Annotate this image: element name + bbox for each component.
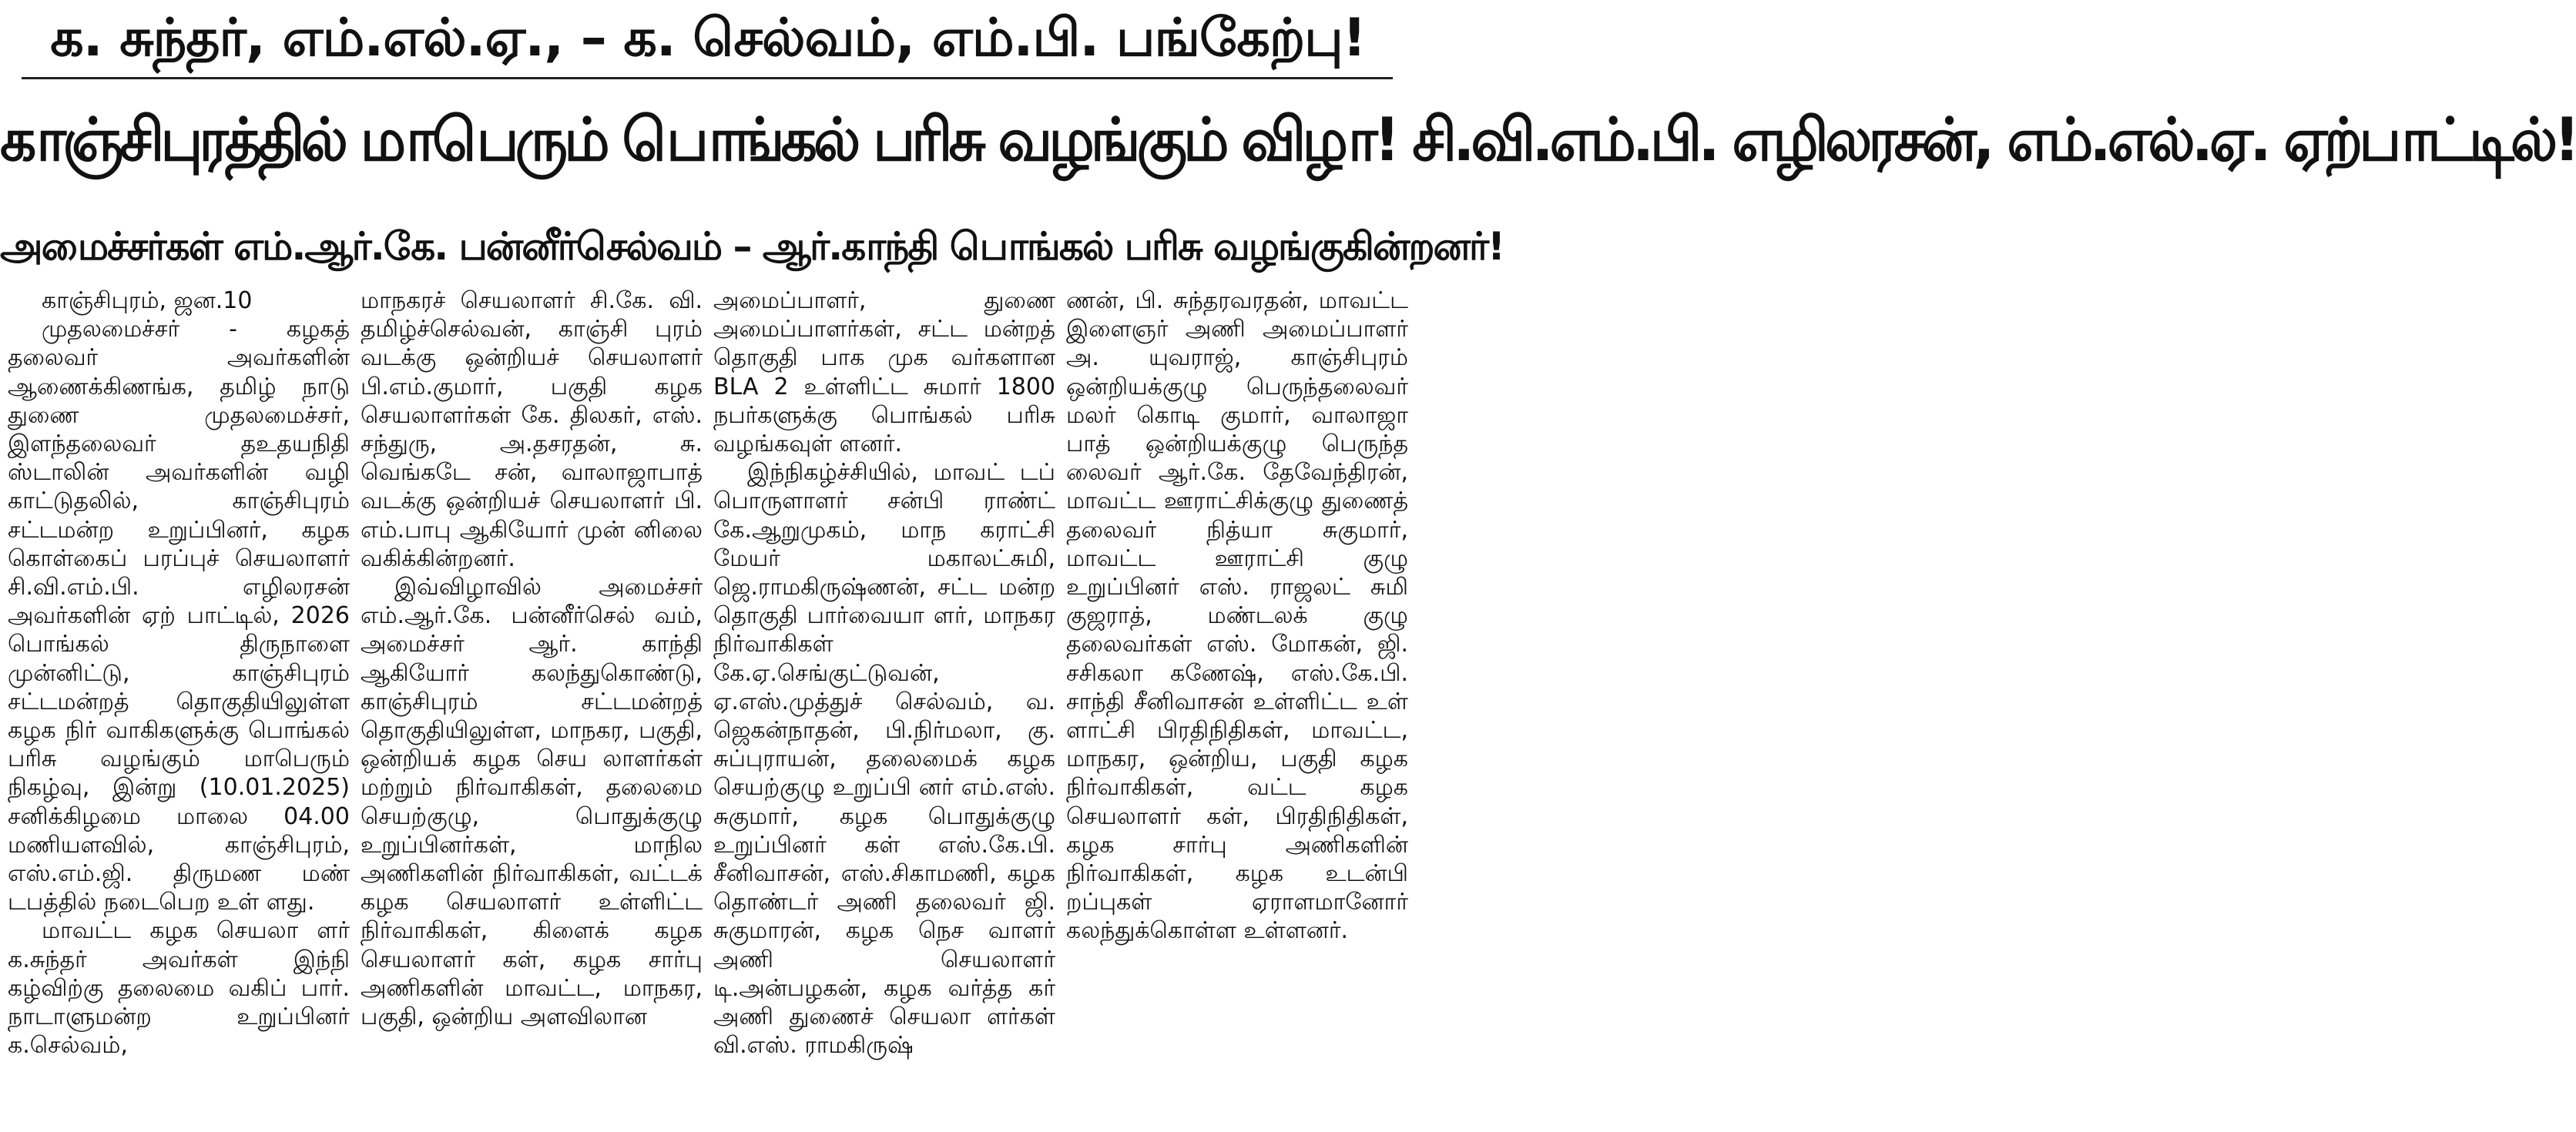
article-column-1 (8, 286, 350, 1132)
paragraph: முதலமைச்சர் - கழகத் தலைவர் அவர்களின் ஆணைக்கிணங்க, தமிழ் நாடு துணை முதலமைச்சர், இளந்தலைவர் தஉதயநிதி ஸ்டாலின் அவர்களின் வழி காட்டுதலில், காஞ்சிபுரம் சட்டமன்ற உறுப்பினர், கழக கொள்கைப் பரப்புச் செயலாளர் சி.வி.எம்.பி. எழிலரசன் அவர்களின் ஏற் பாட்டில், 2026 பொங்கல் திருநாளை முன்னிட்டு, காஞ்சிபுரம் சட்டமன்றத் தொகுதியிலுள்ள கழக நிர் வாகிகளுக்கு பொங்கல் பரிசு வழங்கும் மாபெரும் நிகழ்வு, இன்று (10.01.2025) சனிக்கிழமை மாலை 04.00 மணியளவில், காஞ்சிபுரம், எஸ்.எம்.ஜி. திருமண மண் டபத்தில் நடைபெற உள் ளது. (8, 316, 350, 916)
article-column-4 (1066, 286, 1408, 1132)
sub-headline: அமைச்சர்கள் எம்.ஆர்.கே. பன்னீர்செல்வம் – ஆர்.காந்தி பொங்கல் பரிசு வழங்குகின்றனர்! (0, 224, 1504, 269)
main-headline: காஞ்சிபுரத்தில் மாபெரும் பொங்கல் பரிசு வழங்கும் விழா! சி.வி.எம்.பி. எழிலரசன், எம்.எல்.ஏ. ஏற்பாட்டில்! (0, 105, 2576, 176)
paragraph: மாவட்ட கழக செயலா ளர் க.சுந்தர் அவர்கள் இந்நி கழ்விற்கு தலைமை வகிப் பார். நாடாளுமன்ற உறுப்பினர் க.செல்வம், (8, 917, 350, 1060)
dateline: காஞ்சிபுரம், ஜன.10 (42, 287, 253, 314)
paragraph: இந்நிகழ்ச்சியில், மாவட் டப் பொருளாளர் சன்பி ராண்ட் கே.ஆறுமுகம், மாந கராட்சி மேயர் மகாலட்சுமி, ஜெ.ராமகிருஷ்ணன், சட்ட மன்ற தொகுதி பார்வையா ளர், மாநகர நிர்வாகிகள் கே.ஏ.செங்குட்டுவன், ஏ.எஸ்.முத்துச் செல்வம், வ. ஜெகன்நாதன், பி.நிர்மலா, கு. சுப்புராயன், தலைமைக் கழக செயற்குழு உறுப்பி னர் எம்.எஸ். சுகுமார், கழக பொதுக்குழு உறுப்பினர் கள் எஸ்.கே.பி. சீனிவாசன், எஸ்.சிகாமணி, கழக தொண்டர் அணி தலைவர் ஜி. சுகுமாரன், கழக நெச வாளர் அணி செயலாளர் டி.அன்பழகன், கழக வர்த்த கர் அணி துணைச் செயலா ளர்கள் வி.எஸ். ராமகிருஷ் (713, 459, 1055, 1060)
article-column-2 (361, 286, 703, 1132)
paragraph: இவ்விழாவில் அமைச்சர் எம்.ஆர்.கே. பன்னீர்செல் வம், அமைச்சர் ஆர். காந்தி ஆகியோர் கலந்துகொண்டு, காஞ்சிபுரம் சட்டமன்றத் தொகுதியிலுள்ள, மாநகர, பகுதி, ஒன்றியக் கழக செய லாளர்கள் மற்றும் நிர்வாகிகள், தலைமை செயற்குழு, பொதுக்குழு உறுப்பினர்கள், மாநில அணிகளின் நிர்வாகிகள், வட்டக் கழக செயலாளர் உள்ளிட்ட நிர்வாகிகள், கிளைக் கழக செயலாளர் கள், கழக சார்பு அணிகளின் மாவட்ட, மாநகர, பகுதி, ஒன்றிய அளவிலான (361, 574, 703, 1031)
paragraph: மாநகரச் செயலாளர் சி.கே. வி. தமிழ்ச்செல்வன், காஞ்சி புரம் வடக்கு ஒன்றியச் செயலாளர் பி.எம்.குமார், பகுதி கழக செயலாளர்கள் கே. திலகர், எஸ். சந்துரு, அ.தசரதன், சு. வெங்கடே சன், வாலாஜாபாத் வடக்கு ஒன்றியச் செயலாளர் பி. எம்.பாபு ஆகியோர் முன் னிலை வகிக்கின்றனர். (361, 287, 703, 572)
paragraph: அமைப்பாளர், துணை அமைப்பாளர்கள், சட்ட மன்றத் தொகுதி பாக முக வர்களான BLA 2 உள்ளிட்ட சுமார் 1800 நபர்களுக்கு பொங்கல் பரிசு வழங்கவுள் ளனர். (713, 287, 1055, 458)
paragraph: ணன், பி. சுந்தரவரதன், மாவட்ட இளைஞர் அணி அமைப்பாளர் அ. யுவராஜ், காஞ்சிபுரம் ஒன்றியக்குழு பெருந்தலைவர் மலர் கொடி குமார், வாலாஜா பாத் ஒன்றியக்குழு பெருந்த லைவர் ஆர்.கே. தேவேந்திரன், மாவட்ட ஊராட்சிக்குழு துணைத் தலைவர் நித்யா சுகுமார், மாவட்ட ஊராட்சி குழு உறுப்பினர் எஸ். ராஜலட் சுமி குஜராத், மண்டலக் குழு தலைவர்கள் எஸ். மோகன், ஜி. சசிகலா கணேஷ், எஸ்.கே.பி. சாந்தி சீனிவாசன் உள்ளிட்ட உள் ளாட்சி பிரதிநிதிகள், மாவட்ட, மாநகர, ஒன்றிய, பகுதி கழக நிர்வாகிகள், வட்ட கழக செயலாளர் கள், பிரதிநிதிகள், கழக சார்பு அணிகளின் நிர்வாகிகள், கழக உடன்பி றப்புகள் ஏராளமானோர் கலந்துக்கொள்ள உள்ளனர். (1066, 287, 1408, 945)
top-divider (22, 77, 1393, 79)
top-headline: க. சுந்தர், எம்.எல்.ஏ., – க. செல்வம், எம்.பி. பங்கேற்பு! (50, 8, 1366, 69)
article-body (8, 286, 1408, 1132)
article-column-3 (713, 286, 1055, 1132)
